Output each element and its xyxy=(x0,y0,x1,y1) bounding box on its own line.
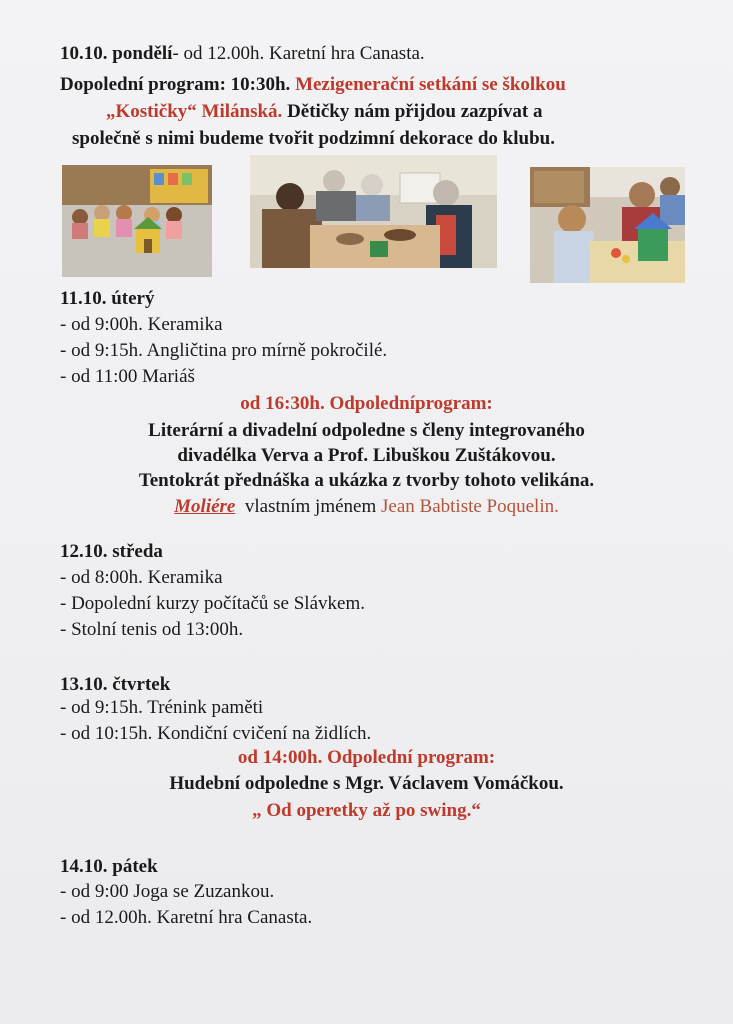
thursday-afternoon-line: Hudební odpoledne s Mgr. Václavem Vomáčkou. xyxy=(169,773,564,794)
wednesday-item: - Stolní tenis od 13:00h. xyxy=(60,619,244,640)
friday-item: - od 9:00 Joga se Zuzankou. xyxy=(60,881,275,902)
tuesday-item: - od 9:00h. Keramika xyxy=(60,314,223,335)
moliere-line xyxy=(0,495,733,519)
monday-program-label: Dopolední program: 10:30h. xyxy=(60,74,291,95)
monday-header xyxy=(60,42,425,66)
thursday-item: - od 10:15h. Kondiční cvičení na židlích. xyxy=(60,723,372,744)
tuesday-afternoon-header: od 16:30h. Odpoledníprogram: xyxy=(240,393,493,414)
child-and-senior-crafting-photo xyxy=(530,167,685,283)
thursday-afternoon-header: od 14:00h. Odpolední program: xyxy=(237,747,496,768)
moliere-mid-text: vlastním jménem xyxy=(244,496,377,517)
seniors-crafting-photo xyxy=(250,155,497,268)
tuesday-afternoon-line: divadélka Verva a Prof. Libuškou Zuštákovou. xyxy=(177,445,556,466)
moliere-name: Moliére xyxy=(174,496,236,517)
monday-date: 10.10. pondělí xyxy=(60,43,173,64)
tuesday-item: - od 9:15h. Angličtina pro mírně pokročilé. xyxy=(60,340,388,361)
thursday-header: 13.10. čtvrtek xyxy=(60,674,171,695)
friday-header: 14.10. pátek xyxy=(60,856,158,877)
monday-program-title: Mezigenerační setkání se školkou xyxy=(295,74,566,95)
tuesday-afternoon-line: Tentokrát přednáška a ukázka z tvorby tohoto velikána. xyxy=(138,470,595,491)
tuesday-header: 11.10. úterý xyxy=(60,288,155,309)
monday-header-rest: - od 12.00h. Karetní hra Canasta. xyxy=(172,43,425,64)
monday-line-4: společně s nimi budeme tvořit podzimní dekorace do klubu. xyxy=(72,128,555,149)
wednesday-item: - Dopolední kurzy počítačů se Slávkem. xyxy=(60,593,365,614)
friday-item: - od 12.00h. Karetní hra Canasta. xyxy=(60,907,313,928)
tuesday-item: - od 11:00 Mariáš xyxy=(60,366,195,387)
children-with-wooden-house-photo xyxy=(62,165,212,277)
wednesday-header: 12.10. středa xyxy=(60,541,163,562)
thursday-afternoon-quote: „ Od operetky až po swing.“ xyxy=(252,800,481,821)
thursday-item: - od 9:15h. Trénink paměti xyxy=(60,697,264,718)
monday-program-line xyxy=(60,73,566,97)
monday-line-3-text: Dětičky nám přijdou zazpívat a xyxy=(287,101,543,122)
tuesday-afternoon-line: Literární a divadelní odpoledne s členy integrovaného xyxy=(148,420,585,441)
monday-line-3 xyxy=(106,100,543,124)
moliere-real-name: Jean Babtiste Poquelin. xyxy=(381,496,559,517)
kindergarten-name: „Kostičky“ Milánská. xyxy=(106,101,283,122)
wednesday-item: - od 8:00h. Keramika xyxy=(60,567,223,588)
